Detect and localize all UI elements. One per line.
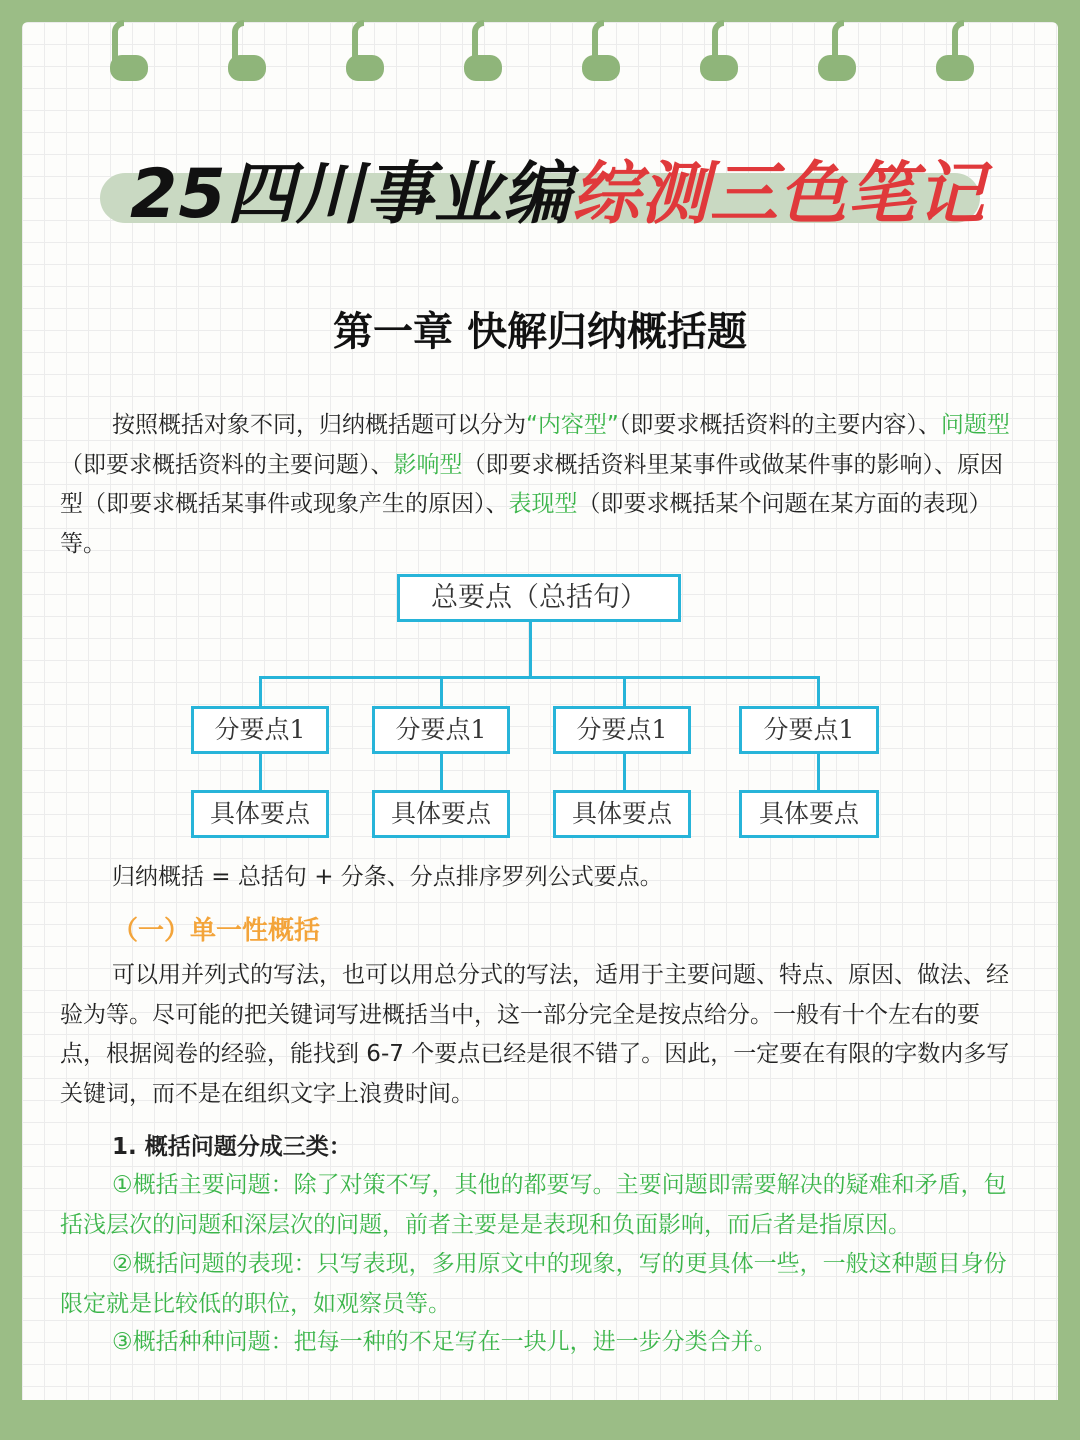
diagram-connector [259,754,262,792]
chapter-title: 第一章 快解归纳概括题 [333,309,747,355]
binder-rings [0,0,1080,90]
diagram-detail-box: 具体要点 [191,790,329,838]
diagram-connector [259,676,820,679]
intro-keyword: 影响型 [393,451,463,478]
intro-text: （即要求概括资料的主要内容）、 [618,412,941,438]
diagram-connector [817,754,820,792]
diagram-connector [623,754,626,792]
diagram-connector [623,676,626,708]
diagram-sub-box: 分要点1 [372,706,510,754]
list-item: ①概括主要问题：除了对策不写，其他的都要写。主要问题即需要解决的疑难和矛盾，包括浅层次的问题和深层次的问题，前者主要是是表现和负面影响，而后者是指原因。 [60,1172,1007,1238]
diagram-connector [529,622,532,678]
diagram-detail-box: 具体要点 [553,790,691,838]
intro-text: （即要求概括资料的主要问题）、 [60,451,394,478]
ring-icon [464,55,502,81]
intro-keyword: 问题型 [940,412,1010,438]
intro-keyword: “内容型” [526,412,619,438]
intro-keyword: 表现型 [508,491,578,517]
torn-bottom-edge [0,1400,1080,1440]
list-item: ②概括问题的表现：只写表现，多用原文中的现象，写的更具体一些，一般这种题目身份限定就是比较低的职位，如观察员等。 [60,1251,1007,1317]
intro-paragraph [60,406,1015,564]
diagram-detail-box: 具体要点 [372,790,510,838]
ring-icon [700,55,738,81]
ring-icon [582,55,620,81]
diagram-connector [440,754,443,792]
diagram-connector [259,676,262,708]
list-item: ③概括种种问题：把每一种的不足写在一块儿，进一步分类合并。 [112,1329,777,1355]
formula-text: 归纳概括 = 总括句 + 分条、分点排序罗列公式要点。 [112,864,663,890]
diagram-connector [440,676,443,708]
title-part-red: 综测三色笔记 [571,155,986,234]
diagram-sub-box: 分要点1 [553,706,691,754]
section-heading: （一）单一性概括 [112,916,321,946]
intro-text: 按照概括对象不同，归纳概括题可以分为 [112,412,526,438]
ring-icon [346,55,384,81]
intro-text: （即要求概括资料里某事件或做某件事的影响）、原因型（即要求概括某事件或现象产生的原因）、 [60,451,1003,517]
sub-heading: 1. 概括问题分成三类： [112,1134,352,1160]
title-part-black: 25四川事业编 [130,155,572,234]
ring-icon [228,55,266,81]
diagram-sub-box: 分要点1 [191,706,329,754]
section-body: 可以用并列式的写法，也可以用总分式的写法，适用于主要问题、特点、原因、做法、经验为等。尽可能的把关键词写进概括当中，这一部分完全是按点给分。一般有十个左右的要点，根据阅卷的经验，能找到 6-7 个要点已经是很不错了。因此，一定要在有限的字数内多写关键词，而不是在组织文字上浪费时间。 [60,962,1010,1107]
diagram-detail-box: 具体要点 [739,790,879,838]
intro-text: （即要求概括某个问题在某方面的表现）等。 [60,491,992,557]
page-title [130,140,986,237]
ring-icon [936,55,974,81]
ring-icon [818,55,856,81]
diagram-sub-box: 分要点1 [739,706,879,754]
diagram-top-box: 总要点（总括句） [397,574,681,622]
diagram-connector [817,676,820,708]
ring-icon [110,55,148,81]
